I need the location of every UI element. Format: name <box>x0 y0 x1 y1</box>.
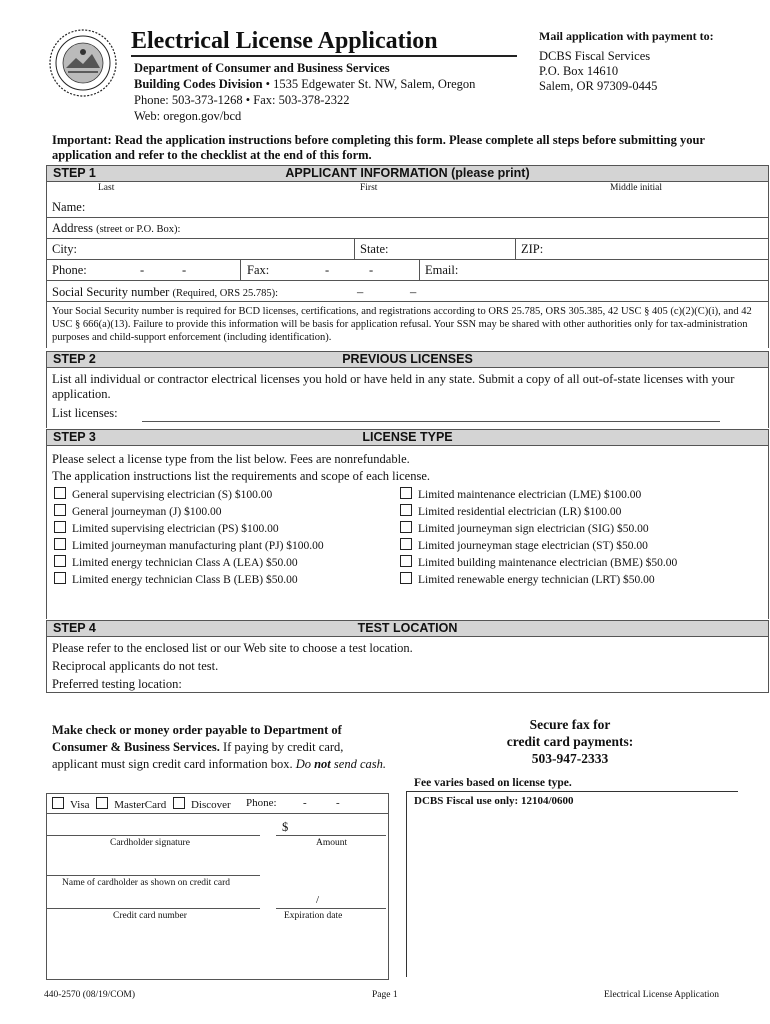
step4-line-2: Reciprocal applicants do not test. <box>52 659 219 673</box>
list-licenses-label: List licenses: <box>52 406 118 420</box>
mastercard-label: MasterCard <box>114 799 167 811</box>
discover-label: Discover <box>190 799 231 811</box>
license-label: Limited building maintenance electrician (BME) $50.00 <box>418 557 678 569</box>
agency-block <box>134 60 475 124</box>
col-middle-label: Middle initial <box>610 183 662 193</box>
card-type-row <box>52 797 231 811</box>
rule <box>46 813 388 814</box>
dollar-sign: $ <box>282 820 289 834</box>
mail-line-3: Salem, OR 97309-0445 <box>539 79 658 93</box>
phone-field[interactable]: Phone: <box>52 263 87 277</box>
page-number: Page 1 <box>372 990 398 1000</box>
license-option-lme[interactable] <box>400 487 641 501</box>
step3-line-2: The application instructions list the requirements and scope of each license. <box>52 469 431 483</box>
checkbox[interactable] <box>54 504 66 516</box>
step1-header <box>46 165 769 182</box>
rule <box>46 259 768 260</box>
license-label: Limited energy technician Class B (LEB) $50.00 <box>72 574 298 586</box>
oregon-state-seal <box>48 28 118 98</box>
checkbox[interactable] <box>54 572 66 584</box>
license-option-leb[interactable] <box>54 572 298 586</box>
divider <box>354 238 355 259</box>
license-option-lea[interactable] <box>54 555 298 569</box>
step4-line-1: Please refer to the enclosed list or our Web site to choose a test location. <box>52 641 413 655</box>
card-phone-field[interactable]: Phone: <box>246 797 277 809</box>
mail-block <box>539 29 714 94</box>
ssn-label: Social Security number <box>52 285 170 299</box>
card-number-input[interactable] <box>46 908 260 909</box>
payment-italic: Do <box>295 757 315 771</box>
license-label: Limited residential electrician (LR) $100.00 <box>418 506 622 518</box>
license-label: Limited supervising electrician (PS) $100.00 <box>72 523 279 535</box>
step1-number: STEP 1 <box>53 166 96 180</box>
step3-number: STEP 3 <box>53 430 96 444</box>
rule <box>46 301 768 302</box>
fax-dash-2: - <box>369 263 374 277</box>
department-name: Department of Consumer and Business Services <box>134 61 390 75</box>
col-first-label: First <box>360 183 378 193</box>
payment-normal: If paying by credit card, applicant must sign credit card information box. <box>52 740 344 771</box>
address-field[interactable] <box>52 221 180 236</box>
address-label: Address <box>52 221 93 235</box>
step3-header <box>46 429 769 446</box>
secure-fax-number: 503-947-2333 <box>531 751 609 766</box>
checkbox[interactable] <box>400 487 412 499</box>
mail-heading: Mail application with payment to: <box>539 29 714 43</box>
address-note: (street or P.O. Box): <box>96 224 181 235</box>
step4-number: STEP 4 <box>53 621 96 635</box>
step3-line-1: Please select a license type from the list below. Fees are nonrefundable. <box>52 452 410 466</box>
visa-label: Visa <box>70 799 90 811</box>
license-option-st[interactable] <box>400 538 648 552</box>
rule <box>46 238 768 239</box>
state-field[interactable]: State: <box>360 242 389 256</box>
divider <box>240 259 241 280</box>
email-field[interactable]: Email: <box>425 263 459 277</box>
cardholder-name-input[interactable] <box>46 875 260 876</box>
zip-field[interactable]: ZIP: <box>521 242 544 256</box>
ssn-disclosure: Your Social Security number is required for BCD licenses, certifications, and registrations according to ORS 25.785, ORS 305.385, 42 USC § 405 (c)(2)(C)(i), and 42 USC § 666(a)(13). Failure to provide this information will be basis for application refusal. Your SSN may be shared with other authorities only for tax-administration purposes and child-support enforcement (including identification). <box>52 306 752 343</box>
title-rule <box>131 55 517 57</box>
divider <box>515 238 516 259</box>
cardholder-signature-input[interactable] <box>46 835 260 836</box>
divider <box>419 259 420 280</box>
form-title: Electrical License Application <box>131 28 438 54</box>
important-notice: Important: Read the application instructions before completing this form. Please complete all steps before submitting your application and refer to the checklist at the end of this form. <box>52 133 705 162</box>
checkbox[interactable] <box>400 572 412 584</box>
step3-title: LICENSE TYPE <box>362 430 453 444</box>
list-licenses-input[interactable] <box>142 421 720 422</box>
division-address: • 1535 Edgewater St. NW, Salem, Oregon <box>262 77 476 91</box>
checkbox[interactable] <box>54 538 66 550</box>
checkbox[interactable] <box>400 538 412 550</box>
secure-fax-line-2: credit card payments: <box>506 734 634 749</box>
ssn-note: (Required, ORS 25.785): <box>172 288 279 299</box>
license-option-ps[interactable] <box>54 521 279 535</box>
expiration-input[interactable] <box>276 908 386 909</box>
division-name: Building Codes Division <box>134 77 263 91</box>
payment-italic-end: send cash. <box>330 757 386 771</box>
phone-dash-2: - <box>182 263 187 277</box>
license-option-sig[interactable] <box>400 521 649 535</box>
fiscal-use-only: DCBS Fiscal use only: 12104/0600 <box>414 795 574 807</box>
fax-dash-1: - <box>325 263 330 277</box>
step1-title: APPLICANT INFORMATION (please print) <box>285 166 530 180</box>
checkbox[interactable] <box>54 487 66 499</box>
rule <box>46 217 768 218</box>
card-phone-dash-2: - <box>336 797 340 809</box>
cardholder-signature-label: Cardholder signature <box>110 838 190 848</box>
checkbox[interactable] <box>400 504 412 516</box>
checkbox[interactable] <box>54 521 66 533</box>
license-option-j[interactable] <box>54 504 221 518</box>
rule <box>406 791 407 977</box>
step2-number: STEP 2 <box>53 352 96 366</box>
form-number: 440-2570 (08/19/COM) <box>44 990 136 1000</box>
license-label: General supervising electrician (S) $100.00 <box>72 489 273 501</box>
cardholder-name-label: Name of cardholder as shown on credit card <box>62 878 231 888</box>
license-option-bme[interactable] <box>400 555 677 569</box>
amount-input[interactable] <box>276 835 386 836</box>
visa-checkbox[interactable] <box>52 797 64 809</box>
expiration-label: Expiration date <box>284 911 343 921</box>
payment-not: not <box>314 757 331 771</box>
city-field[interactable]: City: <box>52 242 78 256</box>
col-last-label: Last <box>98 183 115 193</box>
ssn-dash-1: – <box>357 285 364 299</box>
license-label: General journeyman (J) $100.00 <box>72 506 222 518</box>
secure-fax-line-1: Secure fax for <box>529 717 611 732</box>
license-option-lr[interactable] <box>400 504 621 518</box>
license-label: Limited journeyman stage electrician (ST) $50.00 <box>418 540 648 552</box>
mail-line-1: DCBS Fiscal Services <box>539 49 651 63</box>
step2-header <box>46 351 769 368</box>
expiration-slash: / <box>316 894 320 906</box>
step2-instructions: List all individual or contractor electrical licenses you hold or have held in any state. Submit a copy of all out-of-state licenses with your application. <box>52 372 735 401</box>
rule <box>406 791 738 792</box>
license-label: Limited renewable energy technician (LRT) $50.00 <box>418 574 655 586</box>
rule <box>46 280 768 281</box>
checkbox[interactable] <box>54 555 66 567</box>
license-option-s[interactable] <box>54 487 272 501</box>
amount-label: Amount <box>316 838 348 848</box>
fax-field[interactable]: Fax: <box>247 263 270 277</box>
license-label: Limited energy technician Class A (LEA) $50.00 <box>72 557 298 569</box>
checkbox[interactable] <box>400 555 412 567</box>
checkbox[interactable] <box>400 521 412 533</box>
mastercard-checkbox[interactable] <box>96 797 108 809</box>
license-label: Limited maintenance electrician (LME) $100.00 <box>418 489 642 501</box>
step4-title: TEST LOCATION <box>357 621 458 635</box>
ssn-dash-2: – <box>410 285 417 299</box>
agency-phone-fax: Phone: 503-373-1268 • Fax: 503-378-2322 <box>134 93 350 107</box>
card-phone-dash-1: - <box>303 797 307 809</box>
phone-dash-1: - <box>140 263 145 277</box>
discover-checkbox[interactable] <box>173 797 185 809</box>
license-label: Limited journeyman sign electrician (SIG) $50.00 <box>418 523 649 535</box>
payment-instructions <box>52 722 387 773</box>
footer-form-name: Electrical License Application <box>604 990 720 1000</box>
license-option-lrt[interactable] <box>400 572 655 586</box>
fee-note: Fee varies based on license type. <box>414 777 572 789</box>
license-option-pj[interactable] <box>54 538 324 552</box>
card-number-label: Credit card number <box>113 911 187 921</box>
agency-web: Web: oregon.gov/bcd <box>134 109 242 123</box>
payment-bold: Make check or money order payable to Department of Consumer & Business Services. <box>52 723 342 754</box>
ssn-field[interactable] <box>52 285 278 300</box>
license-label: Limited journeyman manufacturing plant (PJ) $100.00 <box>72 540 324 552</box>
step4-header <box>46 620 769 637</box>
name-field[interactable]: Name: <box>52 200 86 214</box>
step2-title: PREVIOUS LICENSES <box>342 352 473 366</box>
mail-line-2: P.O. Box 14610 <box>539 64 619 78</box>
preferred-testing-location-field[interactable]: Preferred testing location: <box>52 677 182 691</box>
secure-fax-block <box>420 716 720 767</box>
